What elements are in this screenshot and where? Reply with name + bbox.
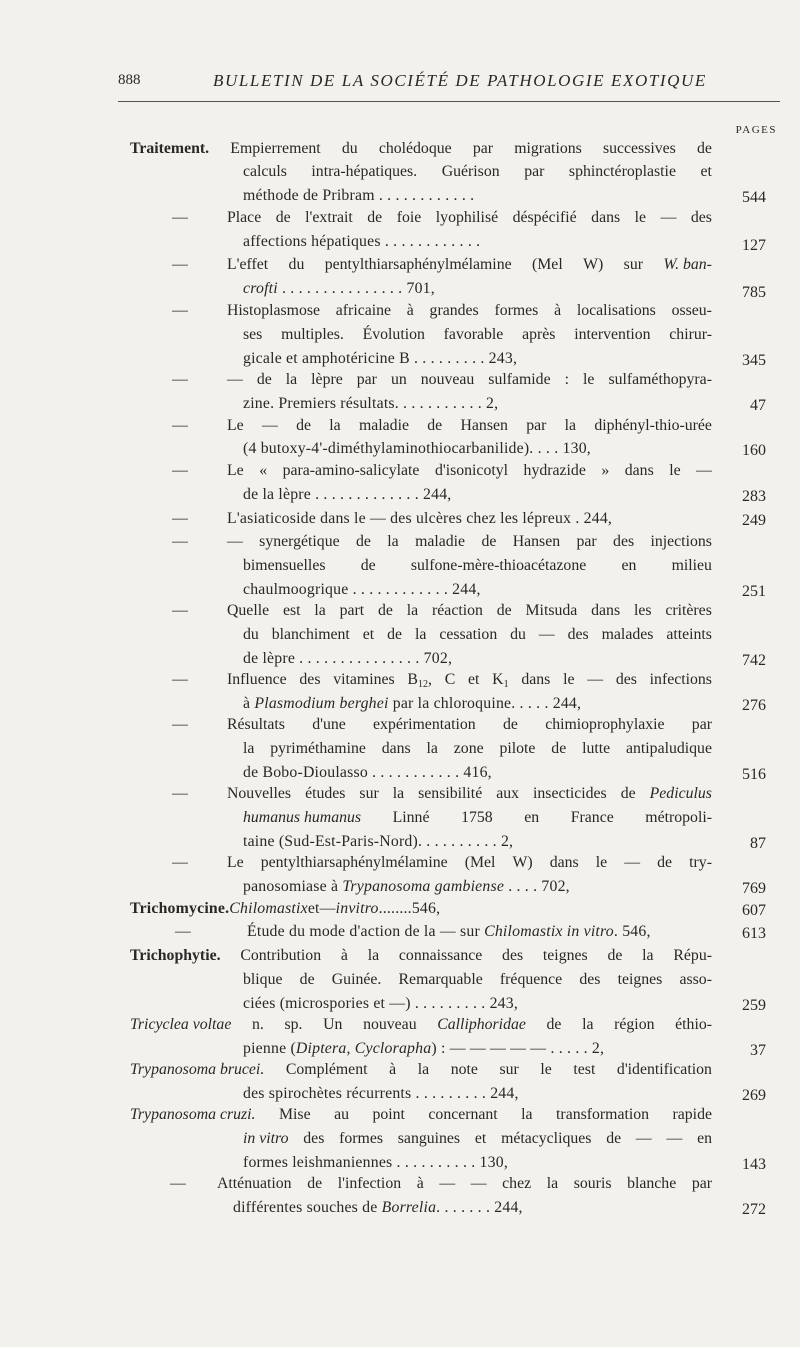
- ditto-dash: —: [172, 716, 188, 733]
- pages-column-label: PAGES: [735, 124, 777, 136]
- index-line-text: taine (Sud-Est-Paris-Nord). . . . . . . . . . 2,: [243, 833, 514, 850]
- index-line-text: Traitement. Empierrement du cholédoque par migrations successives de: [130, 140, 712, 157]
- page-reference: 742: [742, 652, 766, 669]
- ditto-dash: —: [172, 671, 188, 688]
- index-line-text: de la lèpre . . . . . . . . . . . . . 244,: [243, 486, 452, 503]
- index-line: [0, 875, 800, 899]
- index-line: [0, 1103, 800, 1127]
- index-line: [0, 1058, 800, 1082]
- index-line-text: Nouvelles études sur la sensibilité aux insecticides de Pediculus: [227, 785, 712, 802]
- index-line-text: Le « para-amino-salicylate d'isonicotyl hydrazide » dans le —: [227, 462, 712, 479]
- index-line: [0, 737, 800, 761]
- index-line-text: Influence des vitamines $B_{12}$, C et $K_1$ dans le — des infections: [227, 671, 712, 690]
- page-reference: 37: [750, 1042, 766, 1059]
- page-reference: 785: [742, 284, 766, 301]
- index-line: [0, 323, 800, 347]
- page-reference: 613: [742, 925, 766, 942]
- index-line: [0, 782, 800, 806]
- index-line: [0, 1127, 800, 1151]
- index-line-text: Place de l'extrait de foie lyophilisé déspécifié dans le — des: [227, 209, 712, 226]
- index-line-text: Trypanosoma cruzi. Mise au point concernant la transformation rapide: [130, 1106, 712, 1123]
- index-line: [0, 184, 800, 208]
- index-line: [0, 713, 800, 737]
- ditto-dash: —: [172, 256, 188, 273]
- page-reference: 249: [742, 512, 766, 529]
- ditto-dash: —: [175, 923, 191, 940]
- ditto-dash: —: [172, 602, 188, 619]
- index-line: [0, 437, 800, 461]
- index-line: [0, 459, 800, 483]
- index-line-text: L'effet du pentylthiarsaphénylmélamine (Mel W) sur W. ban-: [227, 256, 712, 273]
- index-line-text: — synergétique de la maladie de Hansen par des injections: [227, 533, 712, 550]
- index-line: [0, 1196, 800, 1220]
- ditto-dash: —: [172, 302, 188, 319]
- index-line: [0, 230, 800, 254]
- index-line: [0, 206, 800, 230]
- index-line-text: à Plasmodium berghei par la chloroquine. . . . . 244,: [243, 695, 582, 712]
- index-line-text: de lèpre . . . . . . . . . . . . . . . 702,: [243, 650, 453, 667]
- running-title: BULLETIN DE LA SOCIÉTÉ DE PATHOLOGIE EXOTIQUE: [213, 71, 707, 90]
- index-line-text: L'asiaticoside dans le — des ulcères chez les lépreux . 244,: [227, 510, 613, 527]
- index-line: [0, 897, 800, 921]
- page-reference: 269: [742, 1087, 766, 1104]
- index-line: [0, 851, 800, 875]
- index-line-text: gicale et amphotéricine B . . . . . . . . . 243,: [243, 350, 518, 367]
- index-line-text: formes leishmaniennes . . . . . . . . . . 130,: [243, 1154, 508, 1171]
- index-line-text: du blanchiment et de la cessation du — des malades atteints: [243, 626, 712, 643]
- page-reference: 607: [742, 902, 766, 919]
- index-line-text: la pyriméthamine dans la zone pilote de lutte antipaludique: [243, 740, 712, 757]
- page-reference: 259: [742, 997, 766, 1014]
- page-reference: 143: [742, 1156, 766, 1173]
- index-line: [0, 599, 800, 623]
- index-line: [0, 483, 800, 507]
- index-line: [0, 253, 800, 277]
- page-reference: 769: [742, 880, 766, 897]
- index-line: [0, 299, 800, 323]
- page-reference: 516: [742, 766, 766, 783]
- running-header: [118, 70, 780, 100]
- index-line: [0, 554, 800, 578]
- index-line-text: humanus humanus Linné 1758 en France métropoli-: [243, 809, 712, 826]
- ditto-dash: —: [172, 417, 188, 434]
- index-line-text: zine. Premiers résultats. . . . . . . . . . . 2,: [243, 395, 499, 412]
- ditto-dash: —: [172, 209, 188, 226]
- index-line: [0, 368, 800, 392]
- index-line-text: blique de Guinée. Remarquable fréquence des teignes asso-: [243, 971, 712, 988]
- index-line-text: ciées (microspories et —) . . . . . . . . . 243,: [243, 995, 519, 1012]
- ditto-dash: —: [172, 854, 188, 871]
- index-line-text: — de la lèpre par un nouveau sulfamide : le sulfaméthopyra-: [227, 371, 712, 388]
- index-line: [0, 530, 800, 554]
- index-line: [0, 392, 800, 416]
- index-line: [0, 160, 800, 184]
- index-line-text: panosomiase à Trypanosoma gambiense . . . . 702,: [243, 878, 570, 895]
- index-line: [0, 1172, 800, 1196]
- index-line-text: des spirochètes récurrents . . . . . . . . . 244,: [243, 1085, 519, 1102]
- index-line-text: pienne (Diptera, Cyclorapha) : — — — — — . . . . . 2,: [243, 1040, 605, 1057]
- ditto-dash: —: [172, 462, 188, 479]
- index-line: [0, 944, 800, 968]
- index-line: [0, 806, 800, 830]
- ditto-dash: —: [170, 1175, 186, 1192]
- ditto-dash: —: [172, 510, 188, 527]
- index-line-text: (4 butoxy-4'-diméthylaminothiocarbanilide). . . . 130,: [243, 440, 591, 457]
- index-line: [0, 623, 800, 647]
- index-line-text: Résultats d'une expérimentation de chimioprophylaxie par: [227, 716, 712, 733]
- index-line: [0, 968, 800, 992]
- ditto-dash: —: [172, 785, 188, 802]
- page-reference: 544: [742, 189, 766, 206]
- index-line: [0, 1013, 800, 1037]
- index-line-text: Le pentylthiarsaphénylmélamine (Mel W) dans le — de try-: [227, 854, 712, 871]
- index-line: [0, 507, 800, 531]
- page-reference: 87: [750, 835, 766, 852]
- page-reference: 345: [742, 352, 766, 369]
- index-line-text: Atténuation de l'infection à — — chez la souris blanche par: [217, 1175, 712, 1192]
- ditto-dash: —: [172, 371, 188, 388]
- index-line-text: calculs intra-hépatiques. Guérison par sphinctéroplastie et: [243, 163, 712, 180]
- page-reference: 127: [742, 237, 766, 254]
- header-rule: [118, 101, 780, 102]
- index-line-text: affections hépatiques . . . . . . . . . . . .: [243, 233, 481, 250]
- index-line-text: Le — de la maladie de Hansen par la diphényl-thio-urée: [227, 417, 712, 434]
- index-line-text: de Bobo-Dioulasso . . . . . . . . . . . 416,: [243, 764, 492, 781]
- index-line: [0, 137, 800, 161]
- index-line-text: Quelle est la part de la réaction de Mitsuda dans les critères: [227, 602, 712, 619]
- index-line-text: différentes souches de Borrelia. . . . . . . 244,: [233, 1199, 523, 1216]
- index-line: [0, 414, 800, 438]
- index-line-text: Trichomycine.Chilomastixet—invitro........546,: [130, 900, 441, 917]
- index-line: [0, 668, 800, 692]
- index-line-text: Histoplasmose africaine à grandes formes à localisations osseu-: [227, 302, 712, 319]
- index-line: [0, 277, 800, 301]
- index-line: [0, 920, 800, 944]
- index-line-text: Trichophytie. Contribution à la connaissance des teignes de la Répu-: [130, 947, 712, 964]
- page-number: 888: [118, 72, 141, 88]
- index-line-text: Tricyclea voltae n. sp. Un nouveau Calliphoridae de la région éthio-: [130, 1016, 712, 1033]
- index-line-text: Trypanosoma brucei. Complément à la note sur le test d'identification: [130, 1061, 712, 1078]
- index-line-text: Étude du mode d'action de la — sur Chilomastix in vitro. 546,: [247, 923, 651, 940]
- index-line-text: in vitro des formes sanguines et métacycliques de — — en: [243, 1130, 712, 1147]
- index-line-text: bimensuelles de sulfone-mère-thioacétazone en milieu: [243, 557, 712, 574]
- page-reference: 160: [742, 442, 766, 459]
- page-reference: 251: [742, 583, 766, 600]
- page-reference: 272: [742, 1201, 766, 1218]
- ditto-dash: —: [172, 533, 188, 550]
- index-line-text: crofti . . . . . . . . . . . . . . . 701,: [243, 280, 435, 297]
- index-line-text: ses multiples. Évolution favorable après intervention chirur-: [243, 326, 712, 343]
- page-reference: 283: [742, 488, 766, 505]
- index-line-text: méthode de Pribram . . . . . . . . . . . .: [243, 187, 475, 204]
- page-reference: 276: [742, 697, 766, 714]
- page-reference: 47: [750, 397, 766, 414]
- index-line-text: chaulmoogrique . . . . . . . . . . . . 244,: [243, 581, 481, 598]
